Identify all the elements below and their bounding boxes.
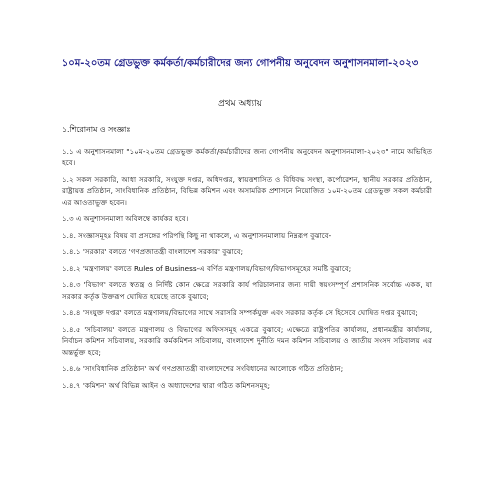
chapter-heading: প্রথম অধ্যায় (218, 99, 262, 109)
paragraph-1-4-4: ১.৪.৪ 'সংযুক্ত দপ্তর' বলতে মন্ত্রণালয়/বিভাগের সাথে সরাসরি সম্পর্কযুক্ত এবং সরকার কর্তৃক সে হিসেবে ঘোষিত দপ্তর বুঝাবে; (62, 308, 418, 317)
paragraph-1-4: ১.৪. সংজ্ঞাসমূহঃ বিষয় বা প্রসঙ্গের পরিপন্থি কিছু না থাকলে, এ অনুশাসনমালায় নিম্নরূপ বুঝাবে- (62, 230, 332, 240)
paragraph-1-4-7: ১.৪.৭ 'কমিশন' অর্থ বিভিন্ন আইন ও অধ্যাদেশের দ্বারা গঠিত কমিশনসমূহ; (62, 380, 270, 390)
paragraph-1-4-6: ১.৪.৬ 'সাংবিধানিক প্রতিষ্ঠান' অর্থ গণপ্রজাতন্ত্রী বাংলাদেশের সংবিধানের আলোকে গঠিত প্রতিষ্ঠান; (62, 364, 344, 373)
document-body (62, 124, 432, 396)
paragraph-1-4-2: ১.৪.২ 'মন্ত্রণালয়' বলতে Rules of Business-এ বর্ণিত মন্ত্রণালয়/বিভাগ/বিভাগসমূহের সমষ্টি বুঝাবে; (62, 263, 352, 273)
paragraph-1-3: ১.৩ এ অনুশাসনমালা অবিলম্বে কার্যকর হবে। (62, 214, 189, 223)
paragraph-1-4-1: ১.৪.১ 'সরকার' বলতে 'গণপ্রজাতন্ত্রী বাংলাদেশ সরকার' বুঝাবে; (62, 247, 244, 256)
section-heading: ১.শিরোনাম ও সংজ্ঞাঃ (62, 125, 131, 134)
paragraph-1-2: ১.২ সকল সরকারি, আধা সরকারি, সংযুক্ত দপ্তর, অধিদপ্তর, স্বায়ত্তশাসিত ও বিধিবদ্ধ সংস্থা, কর্পোরেশন, স্থানীয় সরকার প্রতিষ্ঠান, রাষ্ট্রায়ত্ত প্রতিষ্ঠান, সাংবিধানিক প্রতিষ্ঠান, বিভিন্ন কমিশন এবং অসামরিক প্রশাসনে নিয়োজিত ১০ম-২০তম গ্রেডভুক্ত সকল কর্মচারী এর আওতাভুক্ত হবেন। (62, 174, 432, 207)
paragraph-1-4-3: ১.৪.৩ 'বিভাগ' বলতে স্বতন্ত্র ও নির্দিষ্ট কোন ক্ষেত্রে সরকারি কার্য পরিচালনার জন্য দায়ী স্বয়ংসম্পূর্ণ প্রশাসনিক সর্বোচ্চ একক, যা সরকার কর্তৃক উক্তরূপ ঘোষিত হয়েছে তাকে বুঝাবে; (62, 280, 432, 301)
paragraph-1-1: ১.১ এ অনুশাসনমালা "১০ম-২০তম গ্রেডভুক্ত কর্মকর্তা/কর্মচারীদের জন্য গোপনীয় অনুবেদন অনুশাসনমালা-২০২৩" নামে অভিহিত হবে। (62, 146, 432, 167)
paragraph-1-4-5: ১.৪.৫ 'সচিবালয়' বলতে মন্ত্রণালয় ও বিভাগের অফিসসমূহ একত্রে বুঝাবে; এক্ষেত্রে রাষ্ট্রপতির কার্যালয়, প্রধানমন্ত্রীর কার্যালয়, নির্বাচন কমিশন সচিবালয়, সরকারি কর্মকমিশন সচিবালয়, বাংলাদেশ দুর্নীতি দমন কমিশন সচিবালয় ও জাতীয় সংসদ সচিবালয় এর অন্তর্ভুক্ত হবে; (62, 324, 432, 357)
document-title: ১০ম-২০তম গ্রেডভুক্ত কর্মকর্তা/কর্মচারীদের জন্য গোপনীয় অনুবেদন অনুশাসনমালা-২০২৩ (61, 58, 419, 69)
